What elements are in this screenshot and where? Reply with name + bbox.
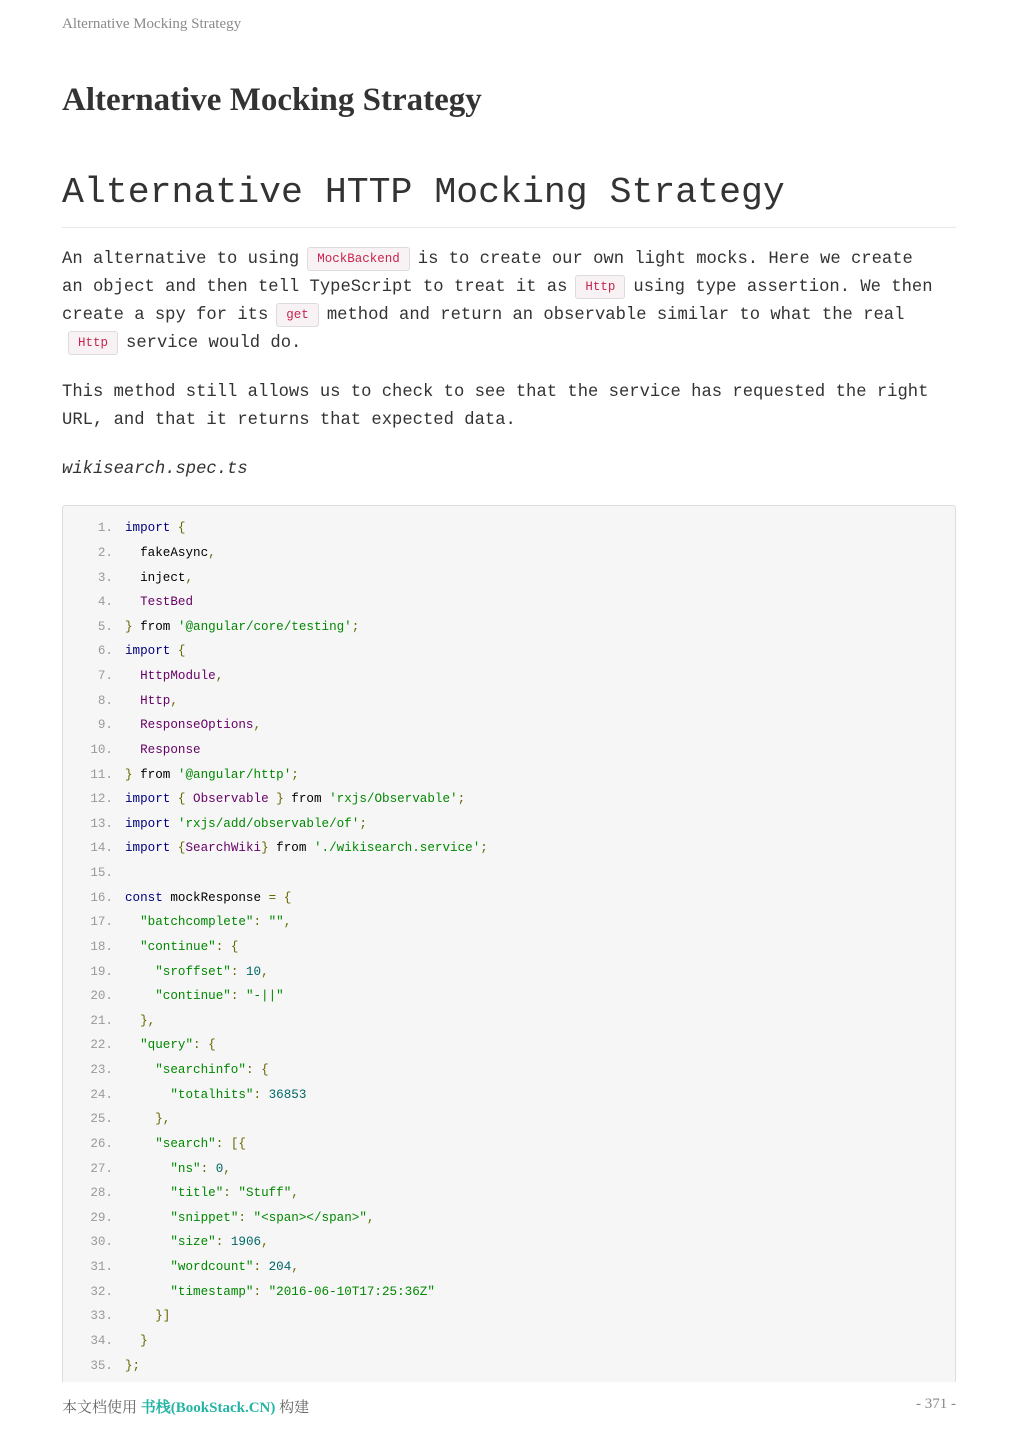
code-token: : [238, 1210, 246, 1225]
code-token: ; [359, 816, 367, 831]
code-text [125, 1309, 170, 1323]
code-line [63, 1058, 955, 1083]
inline-code-mockbackend: MockBackend [307, 247, 410, 271]
code-token: : [230, 964, 239, 979]
code-token [125, 1137, 155, 1151]
code-token: , [223, 1161, 231, 1176]
code-token [254, 1063, 262, 1077]
code-token: "batchcomplete" [140, 915, 254, 930]
code-token: 204 [268, 1260, 292, 1275]
code-text [125, 595, 193, 609]
code-line [63, 713, 955, 738]
code-token: : [253, 915, 262, 930]
code-token: ResponseOptions [140, 718, 254, 733]
code-token [170, 792, 178, 806]
paragraph-text: service would do. [126, 334, 302, 353]
code-token: : [215, 939, 224, 954]
code-line [63, 762, 955, 787]
line-number: 26. [90, 1136, 113, 1151]
code-token [223, 940, 231, 954]
line-number: 1. [97, 521, 113, 536]
code-token: "continue" [140, 939, 216, 954]
code-token [223, 1235, 231, 1249]
paragraph-line [62, 330, 956, 358]
code-text [125, 1186, 299, 1200]
code-token: "2016-06-10T17:25:36Z" [268, 1284, 435, 1299]
line-number: 8. [97, 693, 113, 708]
code-token: , [215, 669, 224, 684]
line-number: 35. [90, 1358, 113, 1373]
paragraph-text: is to create our own light mocks. Here we create [417, 250, 913, 269]
paragraph-text: using type assertion. We then [633, 278, 933, 297]
line-number: 29. [90, 1210, 113, 1225]
line-number: 34. [90, 1333, 113, 1348]
code-line [63, 1033, 955, 1058]
paragraph-line [62, 302, 956, 330]
code-token: fakeAsync [125, 545, 209, 560]
code-line [63, 1082, 955, 1107]
code-token: , [261, 964, 269, 979]
code-text [125, 965, 269, 979]
paragraph-line [62, 274, 956, 302]
code-line [63, 565, 955, 590]
code-token: ; [351, 619, 360, 634]
code-token: '@angular/core/testing' [177, 619, 352, 634]
code-line [63, 664, 955, 689]
line-number: 2. [97, 545, 113, 560]
code-lines [63, 506, 955, 1378]
code-text [125, 792, 465, 806]
code-token: "search" [155, 1136, 216, 1151]
code-token: , [291, 1186, 299, 1201]
line-number: 15. [90, 866, 113, 881]
code-text [125, 546, 216, 560]
code-token: mockResponse [162, 890, 269, 905]
footer-credit [62, 1396, 309, 1417]
code-text [125, 1359, 140, 1373]
code-token: "searchinfo" [155, 1063, 246, 1078]
code-token: } [276, 792, 284, 807]
code-line [63, 1304, 955, 1329]
code-token: , [366, 1210, 375, 1225]
code-line [63, 1329, 955, 1354]
code-token: }] [155, 1309, 171, 1324]
code-token: }, [155, 1112, 171, 1127]
code-line [63, 910, 955, 935]
line-number: 9. [97, 718, 113, 733]
code-token: ; [480, 841, 488, 856]
line-number: 18. [90, 939, 113, 954]
code-token [125, 1063, 155, 1077]
code-line [63, 615, 955, 640]
code-token [125, 940, 140, 954]
code-token: import [125, 644, 171, 659]
code-token: , [291, 1260, 299, 1275]
code-token [185, 792, 193, 806]
code-token [125, 669, 140, 683]
code-token: from [132, 767, 178, 782]
code-token: TestBed [140, 595, 194, 610]
code-token [276, 891, 284, 905]
code-text [125, 718, 261, 732]
code-token: { [177, 644, 186, 659]
line-number: 31. [90, 1260, 113, 1275]
code-text [125, 1014, 155, 1028]
code-token: import [125, 792, 171, 807]
code-token [125, 718, 140, 732]
code-token: [{ [230, 1136, 246, 1151]
line-number: 16. [90, 890, 113, 905]
code-text [125, 1211, 374, 1225]
code-token [208, 1162, 216, 1176]
code-token: ; [291, 767, 299, 782]
line-number: 3. [97, 570, 113, 585]
code-line [63, 1353, 955, 1378]
footer-brand-link[interactable]: 书栈(BookStack.CN) [140, 1400, 276, 1416]
code-token: , [283, 915, 292, 930]
code-token [125, 595, 140, 609]
code-line [63, 688, 955, 713]
paragraph-text: create a spy for its [62, 306, 269, 325]
code-token: ; [457, 792, 466, 807]
code-text [125, 1334, 148, 1348]
code-text [125, 817, 367, 831]
code-token: "totalhits" [170, 1087, 254, 1102]
code-token [125, 1038, 140, 1052]
code-token [125, 965, 155, 979]
code-token: }; [125, 1358, 141, 1373]
code-token: "wordcount" [170, 1260, 254, 1275]
code-token [125, 1162, 170, 1176]
code-token: { [283, 890, 292, 905]
code-token: { [177, 521, 186, 536]
code-token [170, 644, 178, 658]
code-token: : [223, 1186, 231, 1201]
line-number: 11. [90, 767, 113, 782]
code-token: Response [140, 742, 201, 757]
code-token: : [253, 1260, 262, 1275]
code-text [125, 891, 291, 905]
code-text [125, 571, 193, 585]
code-token: 'rxjs/add/observable/of' [177, 816, 360, 831]
code-token [125, 1088, 170, 1102]
code-line [63, 1132, 955, 1157]
line-number: 32. [90, 1284, 113, 1299]
code-token [238, 965, 246, 979]
paragraph-line: This method still allows us to check to see that the service has requested the right [62, 383, 929, 402]
code-token: { [177, 841, 186, 856]
code-text [125, 1063, 269, 1077]
code-token: } [125, 619, 133, 634]
code-token [125, 694, 140, 708]
code-line [63, 861, 955, 886]
code-line [63, 959, 955, 984]
code-token: { [261, 1063, 269, 1078]
code-token: from [283, 792, 330, 807]
line-number: 14. [90, 841, 113, 856]
code-token: 0 [215, 1161, 224, 1176]
code-line [63, 516, 955, 541]
code-token: "size" [170, 1235, 216, 1250]
code-token [125, 1014, 140, 1028]
code-token: 'rxjs/Observable' [329, 792, 458, 807]
code-token: : [245, 1063, 254, 1078]
code-text [125, 521, 185, 535]
code-text [125, 1088, 306, 1102]
code-token: { [208, 1038, 216, 1053]
code-token: "Stuff" [238, 1186, 292, 1201]
line-number: 23. [90, 1063, 113, 1078]
code-token [125, 989, 155, 1003]
code-token [125, 1285, 170, 1299]
code-token [125, 1309, 155, 1323]
code-token: "continue" [155, 989, 231, 1004]
paragraph-text: an object and then tell TypeScript to treat it as [62, 278, 568, 297]
code-token: , [253, 718, 262, 733]
code-token [261, 915, 269, 929]
code-token: : [253, 1087, 262, 1102]
code-line [63, 738, 955, 763]
code-token: "timestamp" [170, 1284, 254, 1299]
page-title: Alternative Mocking Strategy [62, 82, 482, 118]
intro-paragraph [62, 246, 956, 358]
code-line [63, 1181, 955, 1206]
code-text [125, 1112, 170, 1126]
code-text [125, 1038, 216, 1052]
code-token: , [185, 570, 194, 585]
code-line [63, 590, 955, 615]
code-token: "snippet" [170, 1210, 239, 1225]
code-token: 10 [245, 964, 262, 979]
code-line [63, 1206, 955, 1231]
code-text [125, 669, 223, 683]
code-token: } [261, 841, 269, 856]
code-text [125, 915, 291, 929]
code-token: import [125, 841, 171, 856]
code-token: : [230, 989, 239, 1004]
code-token: "query" [140, 1038, 194, 1053]
code-line [63, 812, 955, 837]
code-line [63, 984, 955, 1009]
code-token [261, 1285, 269, 1299]
second-paragraph [62, 379, 956, 435]
paragraph-text: method and return an observable similar to what the real [326, 306, 905, 325]
code-block [62, 505, 956, 1382]
code-token: "title" [170, 1186, 224, 1201]
line-number: 25. [90, 1112, 113, 1127]
code-text [125, 768, 299, 782]
code-token: const [125, 890, 163, 905]
inline-code-http: Http [68, 331, 118, 355]
code-token: Observable [193, 792, 269, 807]
code-text [125, 620, 359, 634]
code-text [125, 989, 284, 1003]
code-token: "-||" [245, 989, 284, 1004]
line-number: 19. [90, 964, 113, 979]
paragraph-line: URL, and that it returns that expected data. [62, 411, 516, 430]
code-line [63, 1156, 955, 1181]
line-number: 24. [90, 1087, 113, 1102]
code-token: import [125, 521, 171, 536]
code-token [125, 743, 140, 757]
code-text [125, 1137, 246, 1151]
file-name-caption: wikisearch.spec.ts [62, 460, 248, 479]
code-token [261, 1088, 269, 1102]
code-token: }, [140, 1013, 156, 1028]
line-number: 33. [90, 1309, 113, 1324]
line-number: 7. [97, 669, 113, 684]
code-line [63, 541, 955, 566]
code-token: HttpModule [140, 669, 216, 684]
line-number: 27. [90, 1161, 113, 1176]
code-token: './wikisearch.service' [313, 841, 481, 856]
code-token [170, 841, 178, 855]
paragraph-line [62, 246, 956, 274]
code-token: : [215, 1136, 224, 1151]
code-token: "" [268, 915, 284, 930]
paragraph-text: An alternative to using [62, 250, 300, 269]
footer-suffix: 构建 [279, 1400, 310, 1416]
code-text [125, 644, 185, 658]
code-token [125, 1112, 155, 1126]
code-token: , [261, 1235, 269, 1250]
code-text [125, 1162, 231, 1176]
code-token: "<span></span>" [253, 1210, 367, 1225]
code-line [63, 1279, 955, 1304]
line-number: 12. [90, 792, 113, 807]
line-number: 17. [90, 915, 113, 930]
code-token: 1906 [230, 1235, 262, 1250]
code-token: } [140, 1333, 148, 1348]
code-line [63, 1230, 955, 1255]
code-token: , [208, 545, 216, 560]
code-token: from [268, 841, 314, 856]
code-line [63, 935, 955, 960]
code-token [125, 1235, 170, 1249]
code-line [63, 639, 955, 664]
code-token: "sroffset" [155, 964, 231, 979]
line-number: 22. [90, 1038, 113, 1053]
code-token [125, 1260, 170, 1274]
running-header: Alternative Mocking Strategy [62, 16, 242, 32]
line-number: 28. [90, 1186, 113, 1201]
code-text [125, 841, 488, 855]
code-text [125, 940, 238, 954]
code-token [125, 1211, 170, 1225]
line-number: 20. [90, 989, 113, 1004]
code-token [261, 1260, 269, 1274]
code-token: 36853 [268, 1087, 307, 1102]
code-token: : [215, 1235, 224, 1250]
code-token: "ns" [170, 1161, 201, 1176]
code-token: : [200, 1161, 209, 1176]
code-token: = [268, 890, 277, 905]
code-token [223, 1137, 231, 1151]
page-number: - 371 - [916, 1396, 956, 1412]
code-line [63, 1107, 955, 1132]
code-token: SearchWiki [185, 841, 262, 856]
code-text [125, 1285, 435, 1299]
code-token [125, 1186, 170, 1200]
code-token: import [125, 816, 171, 831]
inline-code-http: Http [575, 275, 625, 299]
code-text [125, 1235, 269, 1249]
line-number: 10. [90, 742, 113, 757]
code-token: Http [140, 693, 171, 708]
code-token: '@angular/http' [177, 767, 292, 782]
code-token [125, 915, 140, 929]
code-token [125, 1334, 140, 1348]
code-token: : [193, 1038, 201, 1053]
code-line [63, 836, 955, 861]
code-token [246, 1211, 254, 1225]
code-token: from [132, 619, 178, 634]
code-line [63, 1009, 955, 1034]
code-text [125, 1260, 299, 1274]
code-line [63, 787, 955, 812]
code-line [63, 885, 955, 910]
section-heading: Alternative HTTP Mocking Strategy [62, 170, 956, 228]
code-token [170, 817, 178, 831]
line-number: 30. [90, 1235, 113, 1250]
code-token: { [230, 939, 239, 954]
code-token: } [125, 767, 133, 782]
line-number: 5. [97, 619, 113, 634]
code-token: , [170, 693, 178, 708]
code-line [63, 1255, 955, 1280]
line-number: 13. [90, 816, 113, 831]
inline-code-get: get [276, 303, 319, 327]
code-token: : [253, 1284, 262, 1299]
code-token [238, 989, 246, 1003]
code-token [170, 521, 178, 535]
line-number: 6. [97, 644, 113, 659]
code-text [125, 694, 178, 708]
code-token: inject [125, 570, 186, 585]
line-number: 21. [90, 1013, 113, 1028]
footer-prefix: 本文档使用 [62, 1400, 138, 1416]
line-number: 4. [97, 595, 113, 610]
code-text [125, 743, 201, 757]
code-token: { [177, 792, 186, 807]
